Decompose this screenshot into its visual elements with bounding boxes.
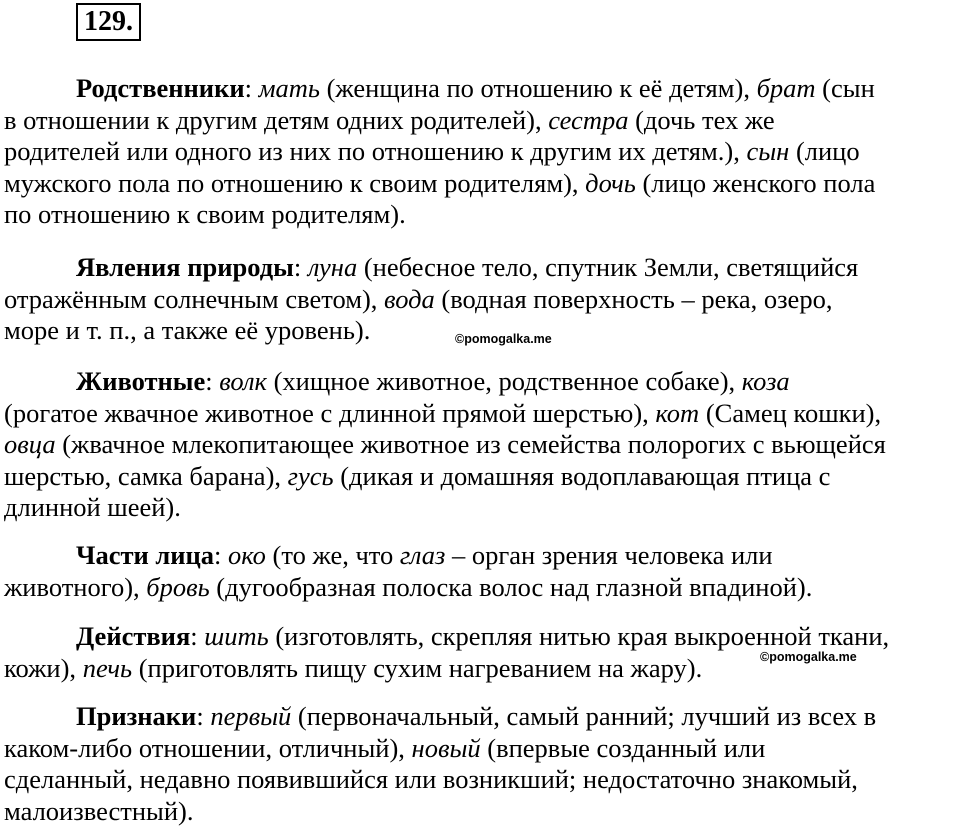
text-run: (Самец кошки), bbox=[699, 397, 882, 428]
text-line bbox=[4, 701, 958, 733]
text-run: (приготовлять пищу сухим нагреванием на жару). bbox=[132, 652, 703, 683]
text-line bbox=[4, 492, 958, 524]
term-word: овца bbox=[4, 429, 56, 460]
text-run: (лицо женского пола bbox=[635, 167, 876, 198]
text-line bbox=[4, 621, 958, 653]
text-line bbox=[4, 366, 958, 398]
text-line bbox=[4, 252, 958, 284]
section-heading: Родственники bbox=[76, 73, 245, 103]
text-run: малоизвестный). bbox=[4, 795, 194, 826]
text-run: (водная поверхность – река, озеро, bbox=[434, 283, 833, 314]
section-heading: Признаки bbox=[76, 701, 197, 731]
text-line bbox=[4, 461, 958, 493]
term-word: сестра bbox=[548, 104, 629, 135]
text-run: (дочь тех же bbox=[628, 104, 775, 135]
paragraph-attributes bbox=[4, 701, 958, 827]
watermark: ©pomogalka.me bbox=[455, 332, 552, 346]
term-word: брат bbox=[756, 73, 816, 103]
text-line bbox=[4, 764, 958, 796]
text-run: (небесное тело, спутник Земли, светящийся bbox=[357, 252, 859, 282]
text-line bbox=[4, 199, 958, 231]
term-word: вода bbox=[384, 283, 435, 314]
text-line bbox=[4, 105, 958, 137]
text-line bbox=[4, 796, 958, 827]
term-word: мать bbox=[258, 73, 320, 103]
section-heading: Части лица bbox=[76, 540, 215, 570]
term-word: печь bbox=[82, 652, 133, 683]
term-word: волк bbox=[219, 366, 267, 396]
term-word: сын bbox=[746, 136, 790, 167]
paragraph-face-parts bbox=[4, 540, 958, 603]
text-run: : bbox=[205, 366, 220, 396]
term-word: кот bbox=[655, 397, 700, 428]
watermark: ©pomogalka.me bbox=[760, 650, 857, 664]
text-run: (дикая и домашняя водоплавающая птица с bbox=[333, 460, 831, 491]
text-run: (женщина по отношению к её детям), bbox=[319, 73, 757, 103]
text-run: (впервые созданный или bbox=[480, 732, 766, 763]
paragraph-relatives bbox=[4, 73, 958, 231]
text-run: родителей или одного из них по отношению к другим их детям.), bbox=[4, 136, 747, 167]
term-word: луна bbox=[307, 252, 358, 282]
text-line bbox=[4, 73, 958, 105]
text-run: (дугообразная полоска волос над глазной впадиной). bbox=[209, 571, 813, 602]
text-run: (сын bbox=[815, 73, 875, 103]
term-word: шить bbox=[204, 621, 269, 651]
term-word: новый bbox=[411, 732, 481, 763]
text-line bbox=[4, 284, 958, 316]
text-run: (жвачное млекопитающее животное из семейства полорогих с вьющейся bbox=[55, 429, 886, 460]
text-line bbox=[4, 136, 958, 168]
section-heading: Действия bbox=[76, 621, 191, 651]
paragraph-animals bbox=[4, 366, 958, 524]
text-run: – орган зрения человека или bbox=[445, 540, 773, 570]
text-run: по отношению к своим родителям). bbox=[4, 199, 406, 230]
text-run: (лицо bbox=[789, 136, 860, 167]
term-word: глаз bbox=[399, 540, 446, 570]
exercise-number: 129. bbox=[76, 3, 141, 41]
text-line bbox=[4, 168, 958, 200]
text-run: : bbox=[214, 540, 229, 570]
text-run: отражённым солнечным светом), bbox=[4, 283, 385, 314]
text-run: (хищное животное, родственное собаке), bbox=[266, 366, 742, 396]
text-line bbox=[4, 540, 958, 572]
term-word: дочь bbox=[585, 167, 636, 198]
term-word: коза bbox=[741, 366, 790, 396]
text-run: длинной шеей). bbox=[4, 492, 181, 523]
text-line bbox=[4, 572, 958, 604]
text-run: животного), bbox=[4, 571, 147, 602]
text-line bbox=[4, 398, 958, 430]
term-word: око bbox=[228, 540, 266, 570]
text-run: каком-либо отношении, отличный), bbox=[4, 732, 412, 763]
text-line bbox=[4, 733, 958, 765]
section-heading: Животные bbox=[76, 366, 206, 396]
term-word: гусь bbox=[287, 460, 334, 491]
text-run: море и т. п., а также её уровень). bbox=[4, 315, 371, 346]
term-word: бровь bbox=[146, 571, 210, 602]
text-run: мужского пола по отношению к своим родителям), bbox=[4, 167, 586, 198]
text-run: (то же, что bbox=[265, 540, 400, 570]
text-run: (первоначальный, самый ранний; лучший из всех в bbox=[291, 701, 877, 731]
text-run: кожи), bbox=[4, 652, 83, 683]
text-run: в отношении к другим детям одних родителей), bbox=[4, 104, 549, 135]
term-word: первый bbox=[210, 701, 292, 731]
section-heading: Явления природы bbox=[76, 252, 294, 282]
text-run: шерстью, самка барана), bbox=[4, 460, 288, 491]
text-run: : bbox=[190, 621, 205, 651]
text-run: : bbox=[196, 701, 211, 731]
text-run: (изготовлять, скрепляя нитью края выкроенной ткани, bbox=[268, 621, 890, 651]
text-run: : bbox=[244, 73, 259, 103]
text-run: : bbox=[293, 252, 308, 282]
text-run: сделанный, недавно появившийся или возникший; недостаточно знакомый, bbox=[4, 764, 858, 795]
text-line bbox=[4, 429, 958, 461]
text-run: (рогатое жвачное животное с длинной прямой шерстью), bbox=[4, 397, 656, 428]
